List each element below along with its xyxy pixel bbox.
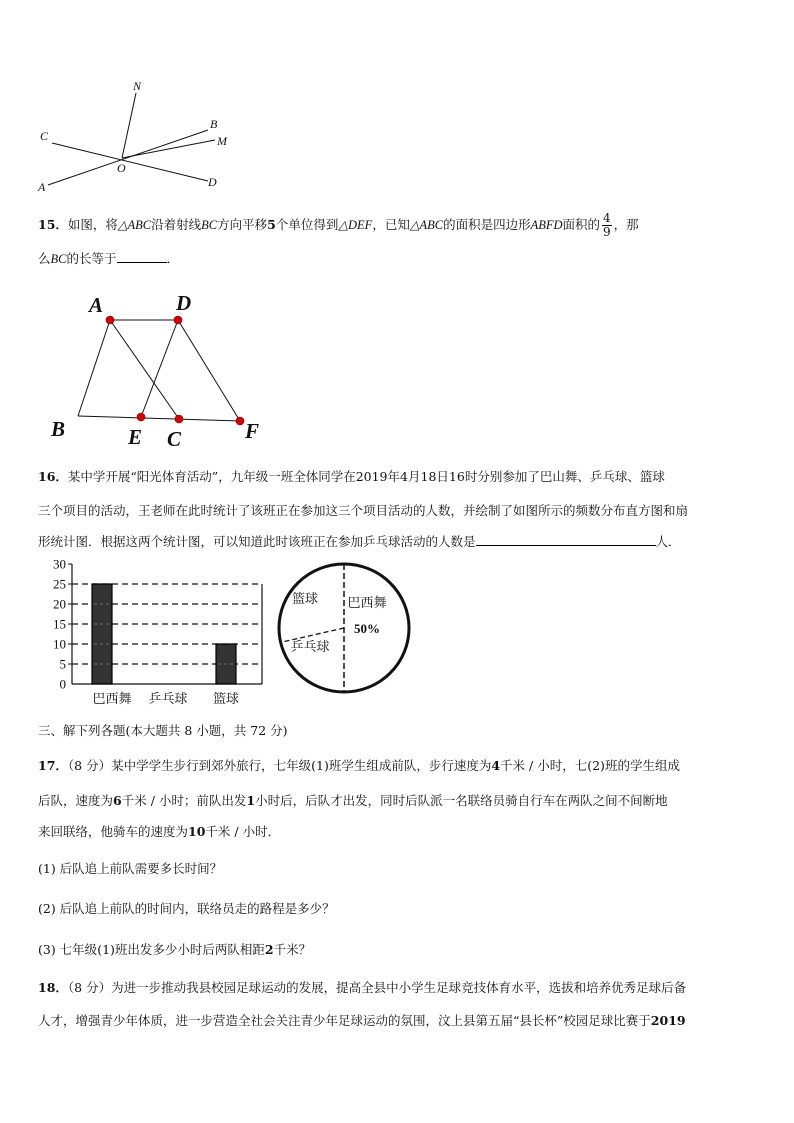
translation-figure bbox=[45, 288, 275, 453]
bar-0 bbox=[92, 584, 112, 684]
q16-text: 年 bbox=[387, 469, 401, 484]
q17-text: 班的学生组成 bbox=[604, 758, 680, 773]
q17-points: （8 分） bbox=[67, 758, 112, 773]
q18-text: 为进一步推动我县校园足球运动的发展，提高全县中小学生足球竞技体育水平，选拔和培养优秀足球后备 bbox=[111, 980, 687, 995]
q15-text: 沿着射线 bbox=[151, 217, 202, 232]
q17-text: 班出发多少小时后两队相距 bbox=[114, 942, 265, 957]
q17-text: 小时后，后队才出发，同时后队派一名联络员骑自行车在两队之间不间断地 bbox=[255, 793, 668, 808]
q16-text: 形统计图．根据这两个统计图，可以知道此时该班正在参加乒乓球活动的人数是 bbox=[38, 534, 476, 549]
segment-DF bbox=[178, 320, 240, 421]
pie-label-1: 巴西舞 bbox=[347, 596, 387, 611]
q15-text: 个单位得到 bbox=[275, 217, 339, 232]
q15-segment-bc: BC bbox=[201, 218, 218, 232]
q17-class-1: (1) bbox=[311, 758, 329, 773]
question-18-line1 bbox=[38, 979, 760, 997]
q15-text: ． bbox=[166, 251, 180, 266]
q15-text: 面积的 bbox=[562, 217, 601, 232]
q15-triangle-def: △DEF bbox=[338, 218, 373, 232]
q17-distance: 2 bbox=[264, 942, 274, 957]
q17-text: 班学生组成前队，步行速度为 bbox=[328, 758, 492, 773]
q17-text: (3) 七年级 bbox=[38, 942, 98, 957]
y-tick-label: 5 bbox=[59, 656, 66, 672]
q16-text: 某中学开展“阳光体育活动”，九年级一班全体同学在 bbox=[67, 469, 356, 484]
label-N: N bbox=[133, 79, 142, 93]
q18-points: （8 分） bbox=[67, 980, 112, 995]
question-15-line2 bbox=[38, 250, 760, 268]
q18-year: 2019 bbox=[650, 1013, 686, 1028]
q15-text: ，那 bbox=[613, 217, 639, 232]
q16-hour: 16 bbox=[448, 469, 465, 484]
q15-text: 方向平移 bbox=[217, 217, 268, 232]
label-A: A bbox=[89, 293, 104, 317]
q15-quadrilateral: ABFD bbox=[530, 218, 563, 232]
q18-number: 18． bbox=[38, 980, 68, 995]
q16-text: 人． bbox=[655, 534, 681, 549]
label-C: C bbox=[167, 427, 182, 451]
point-A bbox=[106, 316, 114, 324]
segment-DE bbox=[141, 320, 178, 417]
frequency-histogram bbox=[40, 556, 270, 711]
q17-number: 17． bbox=[38, 758, 68, 773]
x-category-label: 篮球 bbox=[212, 692, 240, 707]
label-O: O bbox=[117, 161, 126, 175]
segment-AB bbox=[78, 320, 110, 416]
y-tick-label: 20 bbox=[53, 596, 66, 612]
ray-ON bbox=[122, 93, 136, 158]
label-C: C bbox=[40, 129, 49, 143]
q15-number: 15． bbox=[38, 217, 68, 232]
q17-text: 千米？ bbox=[273, 942, 312, 957]
question-17-line1 bbox=[38, 757, 760, 775]
ray-OM bbox=[122, 140, 215, 158]
label-F: F bbox=[245, 419, 260, 443]
point-E bbox=[137, 413, 145, 421]
q17-text: 某中学学生步行到郊外旅行，七年级 bbox=[111, 758, 312, 773]
q15-triangle-abc: △ABC bbox=[117, 218, 152, 232]
label-A: A bbox=[38, 180, 46, 194]
q16-year: 2019 bbox=[355, 469, 388, 484]
question-17-line2 bbox=[38, 792, 760, 810]
pie-chart bbox=[272, 560, 417, 700]
label-B: B bbox=[210, 117, 218, 131]
q17-speed-front: 4 bbox=[491, 758, 501, 773]
q15-text: 的面积是四边形 bbox=[443, 217, 531, 232]
question-17-line3 bbox=[38, 823, 760, 841]
segment-AC bbox=[110, 320, 179, 419]
pie-label-2: 乒乓球 bbox=[290, 640, 330, 655]
fraction-denominator: 9 bbox=[603, 225, 611, 239]
question-16-line2: 三个项目的活动，王老师在此时统计了该班正在参加这三个项目活动的人数，并绘制了如图所示的频数分布直方图和扇 bbox=[38, 503, 689, 518]
segment-BF bbox=[78, 416, 240, 421]
label-B: B bbox=[51, 417, 66, 441]
pie-label-0: 篮球 bbox=[291, 592, 319, 607]
q18-text: 人才，增强青少年体质，进一步营造全社会关注青少年足球运动的氛围，汶上县第五届“县长杯”校园足球比赛于 bbox=[38, 1013, 651, 1028]
q15-text: 如图，将 bbox=[67, 217, 118, 232]
q16-number: 16． bbox=[38, 469, 68, 484]
q17-text: 千米 / 小时． bbox=[205, 824, 281, 839]
question-17-sub2: (2) 后队追上前队的时间内，联络员走的路程是多少？ bbox=[38, 901, 335, 916]
q15-fraction bbox=[602, 212, 612, 239]
x-category-label: 巴西舞 bbox=[92, 692, 132, 707]
q15-segment-bc-2: BC bbox=[50, 252, 67, 266]
point-F bbox=[236, 417, 244, 425]
q15-text: ，已知 bbox=[372, 217, 410, 232]
label-D: D bbox=[208, 175, 217, 189]
question-17-sub1: (1) 后队追上前队需要多长时间？ bbox=[38, 861, 223, 876]
q15-answer-blank[interactable] bbox=[117, 250, 167, 263]
q15-shift-distance: 5 bbox=[267, 217, 276, 232]
q16-text: 时分别参加了巴山舞、乒乓球、篮球 bbox=[464, 469, 665, 484]
point-D bbox=[174, 316, 182, 324]
question-17-sub3 bbox=[38, 941, 760, 959]
question-18-line2 bbox=[38, 1012, 760, 1030]
q17-text: 来回联络，他骑车的速度为 bbox=[38, 824, 189, 839]
label-M: M bbox=[217, 134, 227, 148]
y-tick-label: 30 bbox=[53, 556, 66, 572]
q17-speed-bike: 10 bbox=[188, 824, 206, 839]
section-3-heading: 三、解下列各题(本大题共 8 小题，共 72 分) bbox=[38, 723, 288, 738]
q17-text: 后队，速度为 bbox=[38, 793, 114, 808]
y-tick-label: 10 bbox=[53, 636, 66, 652]
q17-class-2: (2) bbox=[587, 758, 605, 773]
y-tick-label: 15 bbox=[53, 616, 66, 632]
x-category-label: 乒乓球 bbox=[148, 692, 188, 707]
q17-text: 千米 / 小时，七 bbox=[500, 758, 588, 773]
question-16-line1 bbox=[38, 468, 760, 486]
q17-delay: 1 bbox=[246, 793, 256, 808]
y-tick-label: 25 bbox=[53, 576, 66, 592]
question-15-line1 bbox=[38, 212, 760, 239]
q17-speed-rear: 6 bbox=[113, 793, 122, 808]
q15-text: 么 bbox=[38, 251, 51, 266]
q16-answer-blank[interactable] bbox=[476, 533, 656, 546]
q15-text: 的长等于 bbox=[66, 251, 117, 266]
label-D: D bbox=[176, 291, 192, 315]
q16-text: 日 bbox=[436, 469, 449, 484]
q16-month: 4 bbox=[400, 469, 408, 484]
q15-triangle-abc-2: △ABC bbox=[409, 218, 444, 232]
label-E: E bbox=[128, 425, 143, 449]
q17-class-1: (1) bbox=[97, 942, 115, 957]
q16-day: 18 bbox=[420, 469, 437, 484]
angle-figure bbox=[30, 75, 250, 200]
y-tick-label: 0 bbox=[59, 676, 66, 692]
line-AB bbox=[48, 130, 208, 185]
q16-text: 月 bbox=[407, 469, 421, 484]
q17-text: 千米 / 小时；前队出发 bbox=[121, 793, 247, 808]
pie-percent-annotation: 50% bbox=[354, 621, 380, 636]
point-C bbox=[175, 415, 183, 423]
question-16-line3 bbox=[38, 533, 760, 551]
fraction-numerator: 4 bbox=[603, 211, 611, 225]
